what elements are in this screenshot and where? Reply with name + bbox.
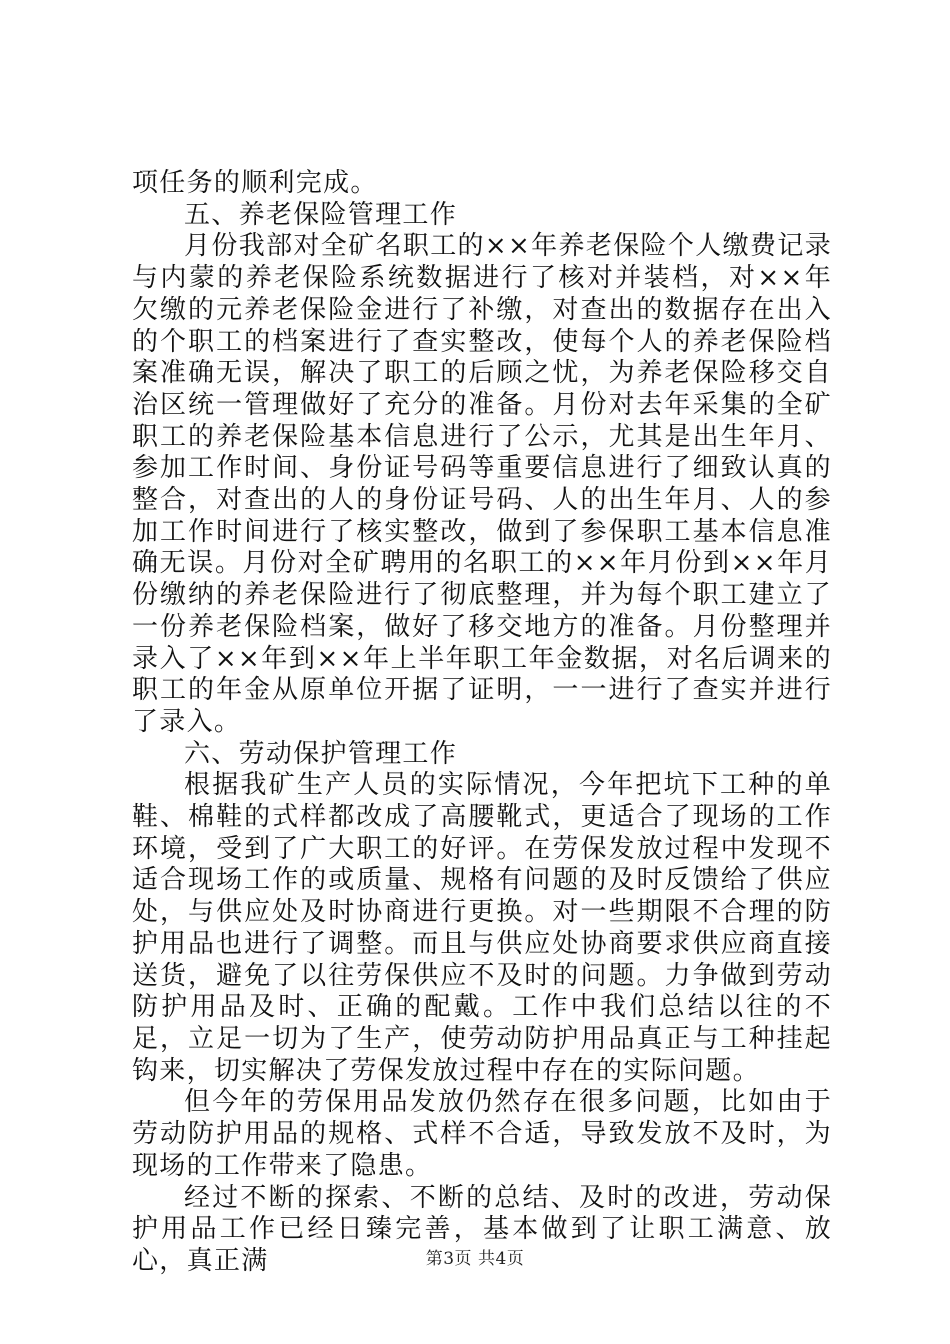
- paragraph-pension: 月份我部对全矿名职工的××年养老保险个人缴费记录与内蒙的养老保险系统数据进行了核对并装档，对××年欠缴的元养老保险金进行了补缴，对查出的数据存在出入的个职工的档案进行了查实整改，使每个人的养老保险档案准确无误，解决了职工的后顾之忧，为养老保险移交自治区统一管理做好了充分的准备。月份对去年采集的全矿职工的养老保险基本信息进行了公示，尤其是出生年月、参加工作时间、身份证号码等重要信息进行了细致认真的整合，对查出的人的身份证号码、人的出生年月、人的参加工作时间进行了核实整改，做到了参保职工基本信息准确无误。月份对全矿聘用的名职工的××年月份到××年月份缴纳的养老保险进行了彻底整理，并为每个职工建立了一份养老保险档案，做好了移交地方的准备。月份整理并录入了××年到××年上半年职工年金数据，对名后调来的职工的年金从原单位开据了证明，一一进行了查实并进行了录入。: [132, 231, 832, 737]
- page-footer: 第3页 共4页: [425, 1249, 525, 1269]
- paragraph-problems: 但今年的劳保用品发放仍然存在很多问题，比如由于劳动防护用品的规格、式样不合适，导致发放不及时，为现场的工作带来了隐患。: [132, 1087, 832, 1181]
- section-heading-labor-protection: 六、劳动保护管理工作: [184, 738, 458, 769]
- document-body: [132, 168, 832, 1278]
- paragraph-labor-protection: 根据我矿生产人员的实际情况，今年把坑下工种的单鞋、棉鞋的式样都改成了高腰靴式，更适合了现场的工作环境，受到了广大职工的好评。在劳保发放过程中发现不适合现场工作的或质量、规格有问题的及时反馈给了供应处，与供应处及时协商进行更换。对一些期限不合理的防护用品也进行了调整。而且与供应处协商要求供应商直接送货，避免了以往劳保供应不及时的问题。力争做到劳动防护用品及时、正确的配戴。工作中我们总结以往的不足，立足一切为了生产，使劳动防护用品真正与工种挂起钩来，切实解决了劳保发放过程中存在的实际问题。: [132, 770, 832, 1086]
- paragraph-continuation: 项任务的顺利完成。: [132, 168, 378, 198]
- section-heading-pension: 五、养老保险管理工作: [184, 199, 458, 230]
- paragraph-improvements: 经过不断的探索、不断的总结、及时的改进，劳动保护用品工作已经日臻完善，基本做到了让职工满意、放心，真正满: [132, 1182, 832, 1276]
